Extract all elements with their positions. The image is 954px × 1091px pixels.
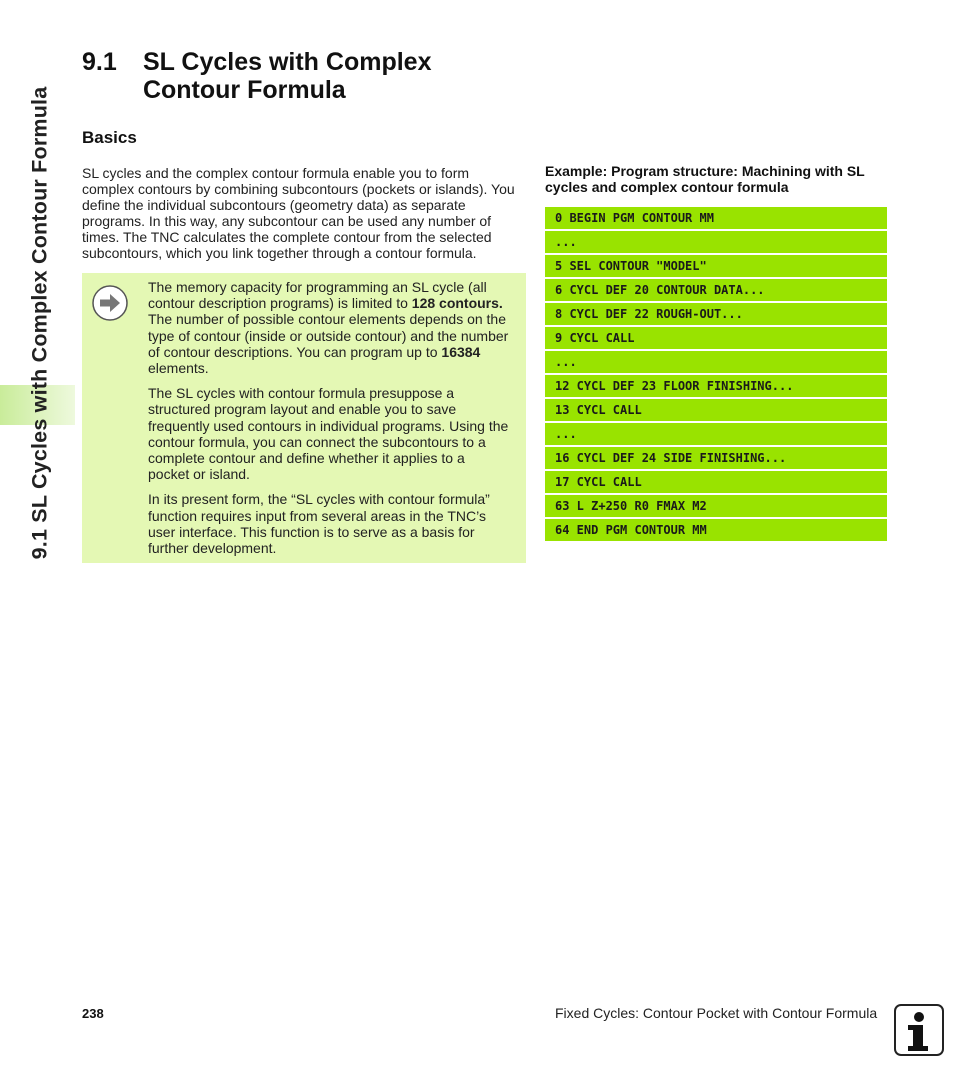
code-line	[545, 255, 887, 277]
footer-title: Fixed Cycles: Contour Pocket with Contour Formula	[555, 1005, 878, 1021]
code-line-text: 17 CYCL CALL	[555, 475, 642, 489]
example-title-line: cycles and complex contour formula	[545, 179, 789, 195]
code-line-text: ...	[555, 427, 577, 441]
note-line: complete contour and define whether it applies to a	[148, 450, 465, 467]
note-text-span: contour description programs) is limited to	[148, 295, 412, 312]
code-line	[545, 471, 887, 493]
code-line-text: ...	[555, 355, 577, 369]
note-line: pocket or island.	[148, 466, 250, 483]
code-line-text: 8 CYCL DEF 22 ROUGH-OUT...	[555, 307, 743, 321]
code-line-text: 64 END PGM CONTOUR MM	[555, 523, 707, 537]
code-line	[545, 303, 887, 325]
note-line: The memory capacity for programming an SL cycle (all	[148, 279, 487, 295]
note-line: In its present form, the “SL cycles with contour formula”	[148, 491, 490, 508]
note-line: structured program layout and enable you to save	[148, 401, 457, 418]
code-line	[545, 231, 887, 253]
example-title-line: Example: Program structure: Machining with SL	[545, 163, 865, 179]
note-line: further development.	[148, 540, 277, 557]
code-line	[545, 519, 887, 541]
note-line	[148, 295, 508, 311]
note-bold-16384: 16384	[441, 343, 481, 360]
intro-line: subcontours, which you link together through a contour formula.	[82, 245, 477, 261]
code-line	[545, 327, 887, 349]
note-text	[148, 279, 508, 565]
code-line-text: 0 BEGIN PGM CONTOUR MM	[555, 211, 714, 225]
note-line: The SL cycles with contour formula presuppose a	[148, 385, 455, 402]
info-icon	[894, 1004, 944, 1056]
code-line-text: 9 CYCL CALL	[555, 331, 635, 345]
code-listing	[545, 207, 887, 543]
side-chapter-title	[20, 40, 60, 605]
code-line-text: 6 CYCL DEF 20 CONTOUR DATA...	[555, 283, 765, 297]
note-line	[148, 344, 508, 360]
code-line	[545, 375, 887, 397]
side-chapter-title-text: 9.1 SL Cycles with Complex Contour Formula	[27, 86, 52, 559]
intro-line: times. The TNC calculates the complete contour from the selected	[82, 229, 492, 245]
intro-paragraph	[82, 165, 528, 261]
note-line: type of contour (inside or outside contour) and the number	[148, 327, 509, 344]
code-line-text: 13 CYCL CALL	[555, 403, 642, 417]
page-number: 238	[82, 1006, 104, 1021]
note-line: user interface. This function is to serve as a basis for	[148, 523, 475, 540]
note-paragraph-3	[148, 491, 508, 556]
intro-line: SL cycles and the complex contour formula enable you to form	[82, 165, 470, 181]
note-line: elements.	[148, 360, 209, 377]
code-line	[545, 207, 887, 229]
page-title-line-1: SL Cycles with Complex	[142, 48, 432, 76]
note-line: contour formula, you can connect the subcontours to a	[148, 433, 486, 450]
note-line: The number of possible contour elements depends on the	[148, 311, 507, 328]
page-title	[82, 48, 431, 104]
code-line-text: 63 L Z+250 R0 FMAX M2	[555, 499, 707, 513]
section-number: 9.1	[82, 48, 117, 76]
code-line-text: 16 CYCL DEF 24 SIDE FINISHING...	[555, 451, 787, 465]
code-line-text: 5 SEL CONTOUR "MODEL"	[555, 259, 707, 273]
example-title	[545, 163, 865, 195]
code-line	[545, 399, 887, 421]
note-bold-128-contours: 128 contours.	[411, 295, 503, 312]
code-line	[545, 495, 887, 517]
arrow-right-icon	[92, 285, 128, 321]
intro-line: define the individual subcontours (geometry data) as separate	[82, 197, 466, 213]
note-paragraph-1	[148, 279, 508, 376]
page-title-line-2: Contour Formula	[142, 76, 346, 104]
note-line: function requires input from several areas in the TNC’s	[148, 507, 486, 524]
code-line-text: 12 CYCL DEF 23 FLOOR FINISHING...	[555, 379, 794, 393]
code-line-text: ...	[555, 235, 577, 249]
subsection-title: Basics	[82, 128, 137, 147]
code-line	[545, 423, 887, 445]
note-text-span: of contour descriptions. You can program up to	[148, 343, 442, 360]
code-line	[545, 279, 887, 301]
note-box	[82, 273, 526, 563]
note-paragraph-2	[148, 385, 508, 482]
code-line	[545, 351, 887, 373]
intro-line: programs. In this way, any subcontour can be used any number of	[82, 213, 492, 229]
note-line: frequently used contours in individual programs. Using the	[148, 417, 509, 434]
intro-line: complex contours by combining subcontours (pockets or islands). You	[82, 181, 515, 197]
code-line	[545, 447, 887, 469]
